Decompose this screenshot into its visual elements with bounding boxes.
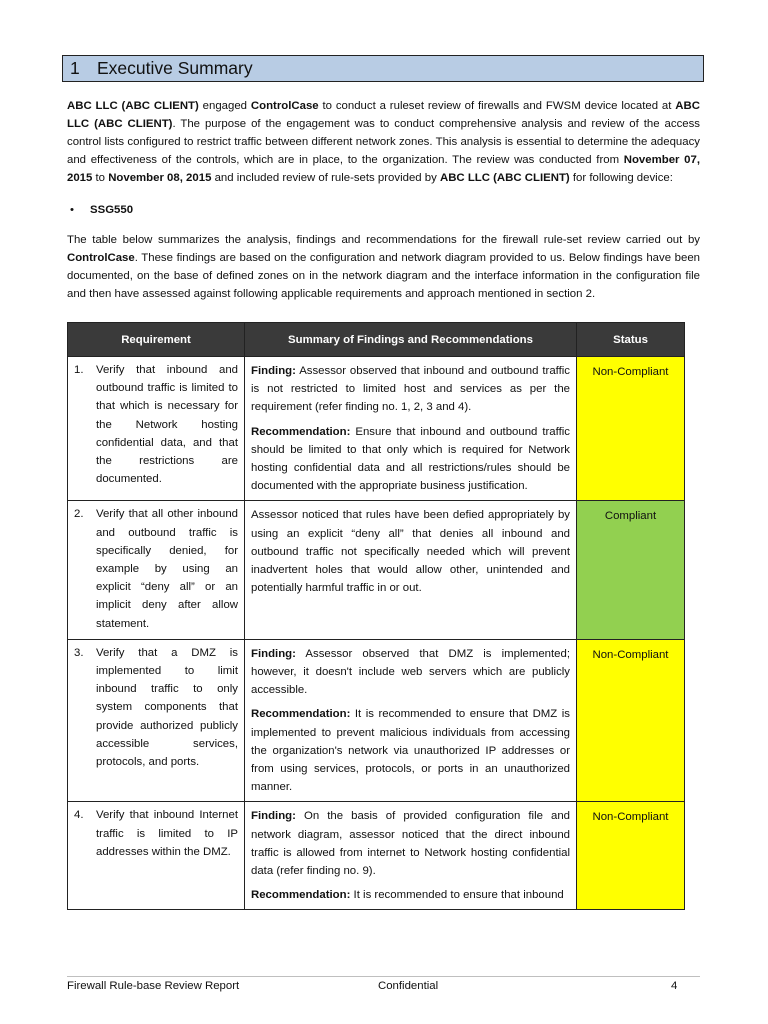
p2-run: The table below summarizes the analysis, findings and recommendations for the firewall rule-set review carried out by [67,234,700,246]
section-heading [62,55,704,82]
requirement-number: 4. [74,809,84,822]
requirement-text: Verify that inbound and outbound traffic is limited to that which is necessary for the Network hosting confidential data, and that the restrictions are documented. [96,364,238,486]
table-row [68,357,685,501]
block-label: Recommendation: [251,425,351,438]
requirement-cell [68,802,245,910]
requirement-number: 3. [74,646,84,659]
status-cell [577,501,685,639]
table-row [68,639,685,802]
footer-confidential: Confidential [378,980,439,992]
block-label: Recommendation: [251,889,351,902]
block-label: Finding: [251,365,296,377]
summary-paragraph [67,231,700,303]
block-text: It is recommended to ensure that DMZ is implemented to prevent malicious individuals from accessing the organization's network via unauthorized IP addresses or from using services, protocols, or ports in an unauthorized manner. [251,708,570,794]
p1-run: to [92,172,109,184]
block-text: Ensure that inbound and outbound traffic should be limited to that only which is required for Network hosting confidential data and all restrictions/rules should be documented with the appropriate business justification. [251,425,570,493]
device-name: SSG550 [90,204,134,216]
requirement-number: 2. [74,508,84,521]
p1-run: ControlCase [250,100,319,112]
status-badge: Non-Compliant [592,648,669,661]
requirement-text: Verify that a DMZ is implemented to limit inbound traffic to only system components that provide authorized publicly accessible services, protocols, and ports. [96,646,238,769]
p2-run: . These findings are based on the configuration and network diagram provided to us. Below findings have been documented, on the base of defined zones on in the network diagram and the interface information in the configuration file and then have assessed against following applicable requirements and approach mentioned in section 2. [67,252,700,300]
findings-cell [245,802,577,910]
table-header-row [68,323,685,357]
status-badge: Non-Compliant [592,811,669,824]
p1-run: and included review of rule-sets provided by [211,172,440,184]
intro-paragraph [67,97,700,187]
block-text: Assessor noticed that rules have been defied appropriately by using an explicit “deny all” that denies all inbound and outbound traffic not specifically needed which will prevent inadvertent holes that would allow other, unintended and potentially harmful traffic in or out. [251,509,570,595]
finding-paragraph [251,362,570,417]
requirement-cell [68,501,245,639]
section-title: Executive Summary [97,58,253,78]
requirement-text: Verify that inbound Internet traffic is limited to IP addresses within the DMZ. [96,809,238,858]
findings-cell [245,501,577,639]
p1-run: to conduct a ruleset review of firewalls and FWSM device located at [318,100,676,112]
status-cell [577,357,685,501]
block-label: Finding: [251,810,296,823]
footer-report-title: Firewall Rule-base Review Report [67,980,240,992]
header-requirement: Requirement [68,323,245,357]
block-label: Recommendation: [251,708,351,721]
finding-paragraph [251,807,570,880]
p1-run: ABC LLC (ABC CLIENT) [67,100,700,130]
recommendation-paragraph [251,705,570,796]
p1-run: November 08, 2015 [108,172,212,184]
p1-run: for following device: [569,172,673,184]
p1-run: ABC LLC (ABC CLIENT) [439,172,570,184]
requirement-cell [68,357,245,501]
block-label: Finding: [251,647,296,660]
p1-run: ABC LLC (ABC CLIENT) [67,100,199,112]
p2-run: ControlCase [67,252,135,264]
header-summary: Summary of Findings and Recommendations [245,323,577,357]
section-number: 1 [70,58,80,78]
status-cell [577,639,685,802]
table-body [68,357,685,910]
block-text: Assessor observed that inbound and outbound traffic is not restricted to limited host and services as per the requirement (refer finding no. 1, 2, 3 and 4). [251,365,570,414]
p1-run: November 07, 2015 [67,154,700,184]
footer-page-number: 4 [671,980,678,992]
table-row [68,501,685,639]
status-badge: Compliant [604,510,657,523]
block-text: It is recommended to ensure that inbound [350,889,564,902]
status-badge: Non-Compliant [592,366,669,378]
p1-run: . The purpose of the engagement was to conduct comprehensive analysis and review of the access control lists configured to restrict traffic between different network zones. This analysis is essential to determine the adequacy and effectiveness of the controls, which are in place, to the organization. The review was conducted from [67,118,700,166]
bullet-marker: • [70,204,74,216]
assessment-paragraph [251,506,570,597]
table-row [68,802,685,910]
footer-divider [67,976,700,977]
requirement-number: 1. [74,364,84,376]
recommendation-paragraph [251,423,570,496]
findings-cell [245,639,577,802]
status-cell [577,802,685,910]
block-text: Assessor observed that DMZ is implemented; however, it doesn't include web servers which are publicly accessible. [251,647,570,697]
requirement-text: Verify that all other inbound and outbound traffic is specifically denied, for example by using an explicit “deny all” or an implicit deny after allow statement. [96,508,238,630]
block-text: On the basis of provided configuration file and network diagram, assessor noticed that the direct inbound traffic is allowed from internet to Network hosting confidential data (refer finding no. 9). [251,810,570,878]
requirement-cell [68,639,245,802]
device-bullet [70,201,133,219]
header-status: Status [577,323,685,357]
p1-run: engaged [198,100,251,112]
findings-cell [245,357,577,501]
requirements-table [67,322,685,910]
recommendation-paragraph [251,886,570,904]
finding-paragraph [251,645,570,700]
